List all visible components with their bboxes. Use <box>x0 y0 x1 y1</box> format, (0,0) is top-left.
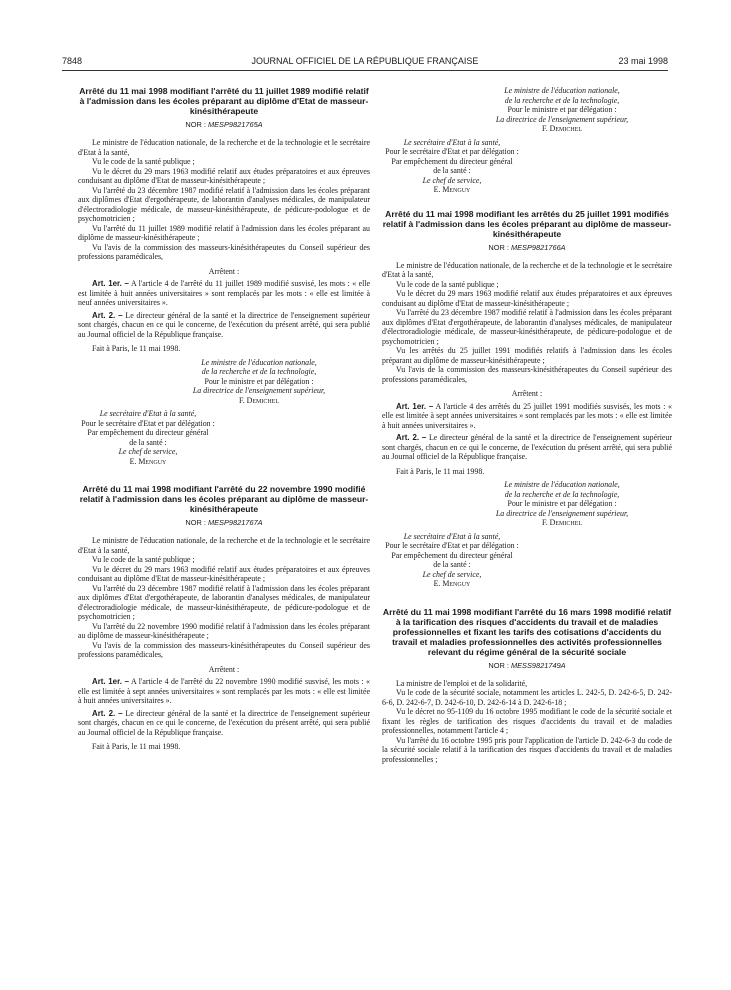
nor-code: MESS9821749A <box>510 660 566 670</box>
nor-line: NOR : MESS9821749A <box>488 660 566 670</box>
paragraph: Vu le code de la santé publique ; <box>92 555 195 564</box>
paragraph: Vu l'arrêté du 23 décembre 1987 modifié relatif à l'admission dans les écoles préparant aux diplômes d'Etat d'ergothérapeute, de laborantin d'analyses médicales, de manipulateur d'électroradiologie médicale, de masseur-kinésithérapeute, de pédicure-podologue et de psychomotricien ; <box>78 185 370 223</box>
page-header <box>62 56 668 70</box>
nor-line: NOR : MESP9821765A <box>185 120 263 129</box>
header-rule <box>62 70 668 71</box>
signature-secretaire: Le secrétaire d'Etat à la santé, Pour le secrétaire d'Etat et par délégation : Par empêchement du directeur général de la santé : Le chef de service, E. Menguy <box>385 531 519 588</box>
paragraph: Vu le code de la santé publique ; <box>92 157 195 166</box>
article-2: Art. 2. – Le directeur général de la santé et la directrice de l'enseignement supérieur sont chargés, chacun en ce qui le concerne, de l'exécution du présent arrêté, qui sera publié au Journal officiel de la République française. <box>382 433 672 461</box>
paragraph: Vu le code de la sécurité sociale, notamment les articles L. 242-5, D. 242-6-5, D. 242-6-6, D. 242-6-7, D. 242-6-10, D. 242-6-14 à D. 242-6-18 ; <box>382 688 672 707</box>
article-1: Art. 1er. – A l'article 4 des arrêtés du 25 juillet 1991 modifiés susvisés, les mots : « elle est limitée à sept années universitaires » sont remplacés par les mots : « elle est limitée à huit années universitaires ». <box>382 401 673 430</box>
article-2: Art. 2. – Le directeur général de la santé et la directrice de l'enseignement supérieur sont chargés, chacun en ce qui le concerne, de l'exécution du présent arrêté, qui sera publié au Journal officiel de la République française. <box>78 310 370 339</box>
article-2: Art. 2. – Le directeur général de la santé et la directrice de l'enseignement supérieur sont chargés, chacun en ce qui le concerne, de l'exécution du présent arrêté, qui sera publié au Journal officiel de la République française. <box>78 708 370 737</box>
paragraph: Vu le décret du 29 mars 1963 modifié relatif aux études préparatoires et aux épreuves conduisant au diplôme d'Etat de masseur-kinésithérapeute ; <box>78 166 370 185</box>
arretent: Arrêtent : <box>208 266 240 276</box>
arrete-title: Arrêté du 11 mai 1998 modifiant l'arrêté du 22 novembre 1990 modifié relatif à l'admission dans les écoles préparant au diplôme de masseur-kinésithérapeute <box>79 484 369 514</box>
paragraph: Le ministre de l'éducation nationale, de la recherche et de la technologie et le secrétaire d'Etat à la santé, <box>78 536 370 555</box>
paragraph: Vu l'avis de la commission des masseurs-kinésithérapeutes du Conseil supérieur des professions paramédicales, <box>382 365 672 384</box>
signature-ministre-continued: Le ministre de l'éducation nationale, de la recherche et de la technologie, Pour le ministre et par délégation : La directrice de l'enseignement supérieur, F. Demichel <box>495 86 629 133</box>
arrete-3 <box>382 209 672 589</box>
paragraph: Le ministre de l'éducation nationale, de la recherche et de la technologie et le secrétaire d'Etat à la santé, <box>78 138 370 157</box>
paragraph: Vu l'arrêté du 23 décembre 1987 modifié relatif à l'admission dans les écoles préparant aux diplômes d'Etat d'ergothérapeute, de laborantin d'analyses médicales, de manipulateur d'électroradiologie médicale, de masseur-kinésithérapeute, de pédicure-podologue et de psychomotricien ; <box>78 583 370 621</box>
left-column <box>78 86 370 756</box>
paragraph: Vu le décret du 29 mars 1963 modifié relatif aux études préparatoires et aux épreuves conduisant au diplôme d'Etat de masseur-kinésithérapeute ; <box>382 289 672 308</box>
arretent: Arrêtent : <box>208 664 240 674</box>
arretent: Arrêtent : <box>511 389 543 398</box>
arrete-4 <box>382 607 672 765</box>
arrete-title: Arrêté du 11 mai 1998 modifiant l'arrêté du 11 juillet 1989 modifié relatif à l'admission dans les écoles préparant au diplôme d'Etat de masseur-kinésithérapeute <box>79 86 369 116</box>
fait-a-paris: Fait à Paris, le 11 mai 1998. <box>396 466 485 476</box>
nor-code: MESP9821766A <box>510 242 566 252</box>
arrete-title: Arrêté du 11 mai 1998 modifiant l'arrêté du 16 mars 1998 modifié relatif à la tarification des risques d'accidents du travail et de maladies professionnelles et fixant les tarifs des cotisations d'accidents du travail et maladies professionnelles des activités professionnelles relevant du régime général de la sécurité sociale <box>382 606 672 657</box>
issue-date: 23 mai 1998 <box>618 56 668 66</box>
paragraph: La ministre de l'emploi et de la solidarité, <box>396 678 528 688</box>
signature-secretaire: Le secrétaire d'Etat à la santé, Pour le secrétaire d'Etat et par délégation : Par empêchement du directeur général de la santé : Le chef de service, E. Menguy <box>81 409 215 466</box>
right-column <box>382 86 672 764</box>
nor-line: NOR : MESP9821766A <box>488 242 566 252</box>
fait-a-paris: Fait à Paris, le 11 mai 1998. <box>92 742 181 751</box>
paragraph: Vu le décret du 29 mars 1963 modifié relatif aux études préparatoires et aux épreuves conduisant au diplôme d'Etat de masseur-kinésithérapeute ; <box>78 564 370 583</box>
journal-title: JOURNAL OFFICIEL DE LA RÉPUBLIQUE FRANÇAISE <box>251 56 479 66</box>
fait-a-paris: Fait à Paris, le 11 mai 1998. <box>92 344 181 353</box>
paragraph: Vu l'avis de la commission des masseurs-kinésithérapeutes du Conseil supérieur des professions paramédicales, <box>78 640 370 659</box>
page-number: 7848 <box>62 56 83 66</box>
nor-line: NOR : MESP9821767A <box>185 518 263 527</box>
signature-secretaire-continued: Le secrétaire d'Etat à la santé, Pour le secrétaire d'Etat et par délégation : Par empêchement du directeur général de la santé : Le chef de service, E. Menguy <box>385 137 519 194</box>
paragraph: Vu l'arrêté du 16 octobre 1995 pris pour l'application de l'article D. 242-6-3 du code de la sécurité sociale relatif à la tarification des risques d'accidents du travail et de maladies professionnelles ; <box>382 735 672 764</box>
arrete-title: Arrêté du 11 mai 1998 modifiant les arrêtés du 25 juillet 1991 modifiés relatif à l'admission dans les écoles préparant au diplôme de masseur-kinésithérapeute <box>382 208 672 239</box>
paragraph: Vu l'arrêté du 22 novembre 1990 modifié relatif à l'admission dans les écoles préparant au diplôme de masseur-kinésithérapeute ; <box>78 621 370 640</box>
article-1: Art. 1er. – A l'article 4 de l'arrêté du 11 juillet 1989 modifié susvisé, les mots : « elle est limitée à huit années universitaires » sont remplacés par les mots : « elle est limitée à neuf années universitaires ». <box>78 279 370 307</box>
signature-ministre: Le ministre de l'éducation nationale, de la recherche et de la technologie, Pour le ministre et par délégation : La directrice de l'enseignement supérieur, F. Demichel <box>192 357 326 405</box>
paragraph: Vu l'avis de la commission des masseurs-kinésithérapeutes du Conseil supérieur des professions paramédicales, <box>78 242 370 261</box>
nor-code: MESP9821765A <box>207 120 263 129</box>
paragraph: Vu l'arrêté du 11 juillet 1989 modifié relatif à l'admission dans les écoles préparant au diplôme de masseur-kinésithérapeute ; <box>78 223 370 242</box>
paragraph: Vu les arrêtés du 25 juillet 1991 modifiés relatifs à l'admission dans les écoles préparant au diplôme de masseur-kinésithérapeute ; <box>382 346 672 365</box>
paragraph: Vu l'arrêté du 23 décembre 1987 modifié relatif à l'admission dans les écoles préparant aux diplômes d'Etat d'ergothérapeute, de laborantin d'analyses médicales, de manipulateur d'électroradiologie médicale, de masseur-kinésithérapeute, de pédicure-podologue et de psychomotricien ; <box>382 308 672 346</box>
signature-ministre: Le ministre de l'éducation nationale, de la recherche et de la technologie, Pour le ministre et par délégation : La directrice de l'enseignement supérieur, F. Demichel <box>495 480 629 527</box>
paragraph: Vu le code de la santé publique ; <box>396 279 499 289</box>
paragraph: Vu le décret no 95-1109 du 16 octobre 1995 modifiant le code de la sécurité sociale et fixant les règles de tarification des risques d'accidents du travail et de maladies professionnelles, notamment l'article 4 ; <box>382 707 672 735</box>
article-1: Art. 1er. – A l'article 4 de l'arrêté du 22 novembre 1990 modifié susvisé, les mots : « elle est limitée à sept années universitaires » sont remplacés par les mots : « elle est limitée à huit années universitaires ». <box>78 677 370 705</box>
paragraph: Le ministre de l'éducation nationale, de la recherche et de la technologie et le secrétaire d'Etat à la santé, <box>382 260 672 279</box>
arrete-1 <box>78 86 370 466</box>
nor-code: MESP9821767A <box>207 518 263 527</box>
arrete-2 <box>78 484 370 752</box>
